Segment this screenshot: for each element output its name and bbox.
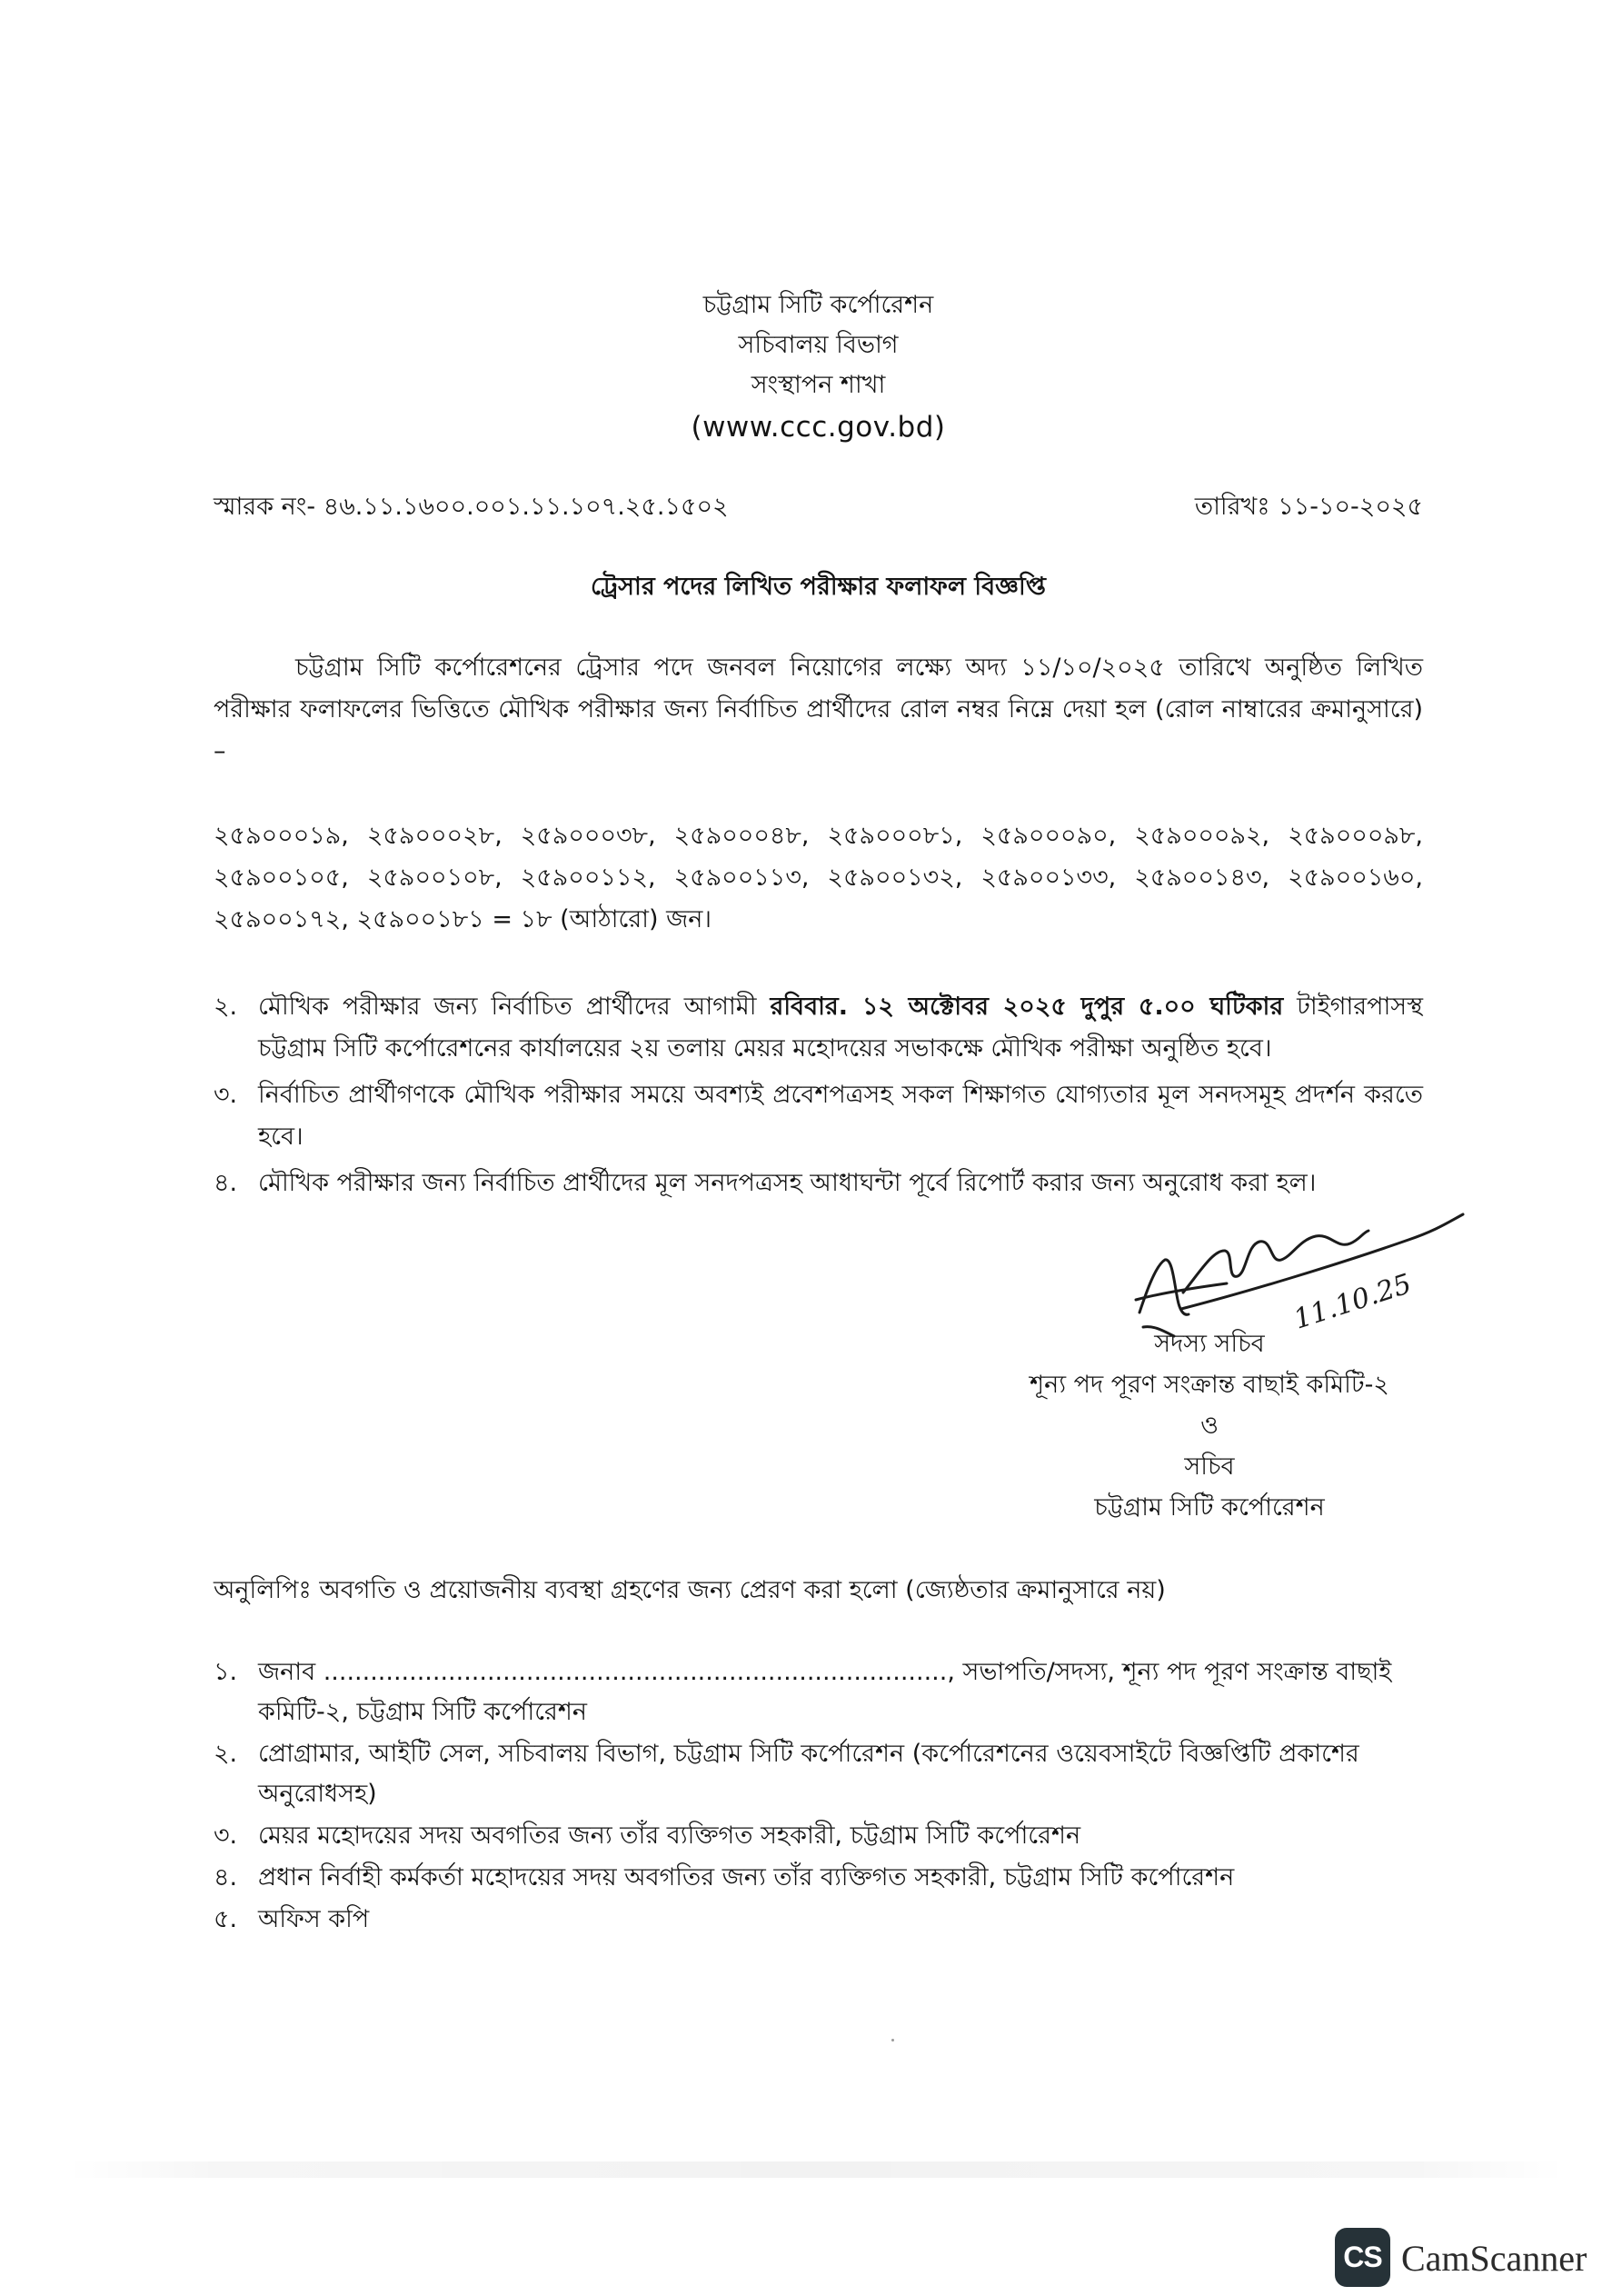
signatory-designation: সদস্য সচিব	[1154, 1330, 1265, 1358]
instruction-list	[214, 986, 1423, 1204]
instruction-text-pre: মৌখিক পরীক্ষার জন্য নির্বাচিত প্রার্থীদের আগামী	[258, 993, 771, 1021]
copy-item	[214, 1816, 1423, 1856]
roll-number-list: ২৫৯০০০১৯, ২৫৯০০০২৮, ২৫৯০০০৩৮, ২৫৯০০০৪৮, ২৫৯০০০৮১, ২৫৯০০০৯০, ২৫৯০০০৯২, ২৫৯০০০৯৮, ২৫৯০০১০৫, ২৫৯০০১০৮, ২৫৯০০১১২, ২৫৯০০১১৩, ২৫৯০০১৩২, ২৫৯০০১৩৩, ২৫৯০০১৪৩, ২৫৯০০১৬০, ২৫৯০০১৭২, ২৫৯০০১৮১ = ১৮ (আঠারো) জন।	[214, 822, 1423, 933]
instruction-item	[214, 986, 1423, 1070]
copy-item-text: জনাব ................................................................................, সভাপতি/সদস্য, শূন্য পদ পূরণ সংক্রান্ত বাছাই কমিটি-২, চট্টগ্রাম সিটি কর্পোরেশন	[258, 1658, 1392, 1726]
copy-item-number: ১.	[214, 1658, 238, 1686]
letterhead-branch: সংস্থাপন শাখা	[751, 371, 886, 399]
signature-stroke-flourish	[1143, 1327, 1174, 1336]
signature-area	[214, 1204, 1423, 1336]
camscanner-logo-icon: CS	[1335, 2228, 1390, 2287]
instruction-text: মৌখিক পরীক্ষার জন্য নির্বাচিত প্রার্থীদের মূল সনদপত্রসহ আধাঘন্টা পূর্বে রিপোর্ট করার জন্য অনুরোধ করা হল।	[258, 1169, 1317, 1197]
letterhead-website: (www.ccc.gov.bd)	[691, 411, 946, 444]
letterhead-organization: চট্টগ্রাম সিটি কর্পোরেশন	[702, 291, 934, 319]
interview-schedule: রবিবার. ১২ অক্টোবর ২০২৫ দুপুর ৫.০০ ঘটিকার	[770, 993, 1284, 1021]
copy-distribution-heading: অনুলিপিঃ অবগতি ও প্রয়োজনীয় ব্যবস্থা গ্রহণের জন্য প্রেরণ করা হলো (জ্যেষ্ঠতার ক্রমানুসারে নয়)	[214, 1576, 1166, 1604]
instruction-item	[214, 1163, 1423, 1204]
copy-item-text: প্রোগ্রামার, আইটি সেল, সচিবালয় বিভাগ, চট্টগ্রাম সিটি কর্পোরেশন (কর্পোরেশনের ওয়েবসাইটে বিজ্ঞপ্তিটি প্রকাশের অনুরোধসহ)	[258, 1740, 1359, 1808]
instruction-item	[214, 1074, 1423, 1158]
signature-handwritten-date: 11.10.25	[1289, 1268, 1416, 1336]
scan-speck	[891, 2039, 894, 2041]
copy-item	[214, 1734, 1423, 1814]
memo-date: তারিখঃ ১১-১০-২০২৫	[1194, 493, 1423, 521]
instruction-text-post: টাইগারপাসস্থ চট্টগ্রাম সিটি কর্পোরেশনের কার্যালয়ের ২য় তলায় মেয়র মহোদয়ের সভাকক্ষে মৌখিক পরীক্ষা অনুষ্ঠিত হবে।	[258, 993, 1423, 1063]
copy-item	[214, 1652, 1423, 1732]
handwritten-signature	[1136, 1209, 1472, 1345]
copy-item	[214, 1858, 1423, 1898]
copy-item-text: মেয়র মহোদয়ের সদয় অবগতির জন্য তাঁর ব্যক্তিগত সহকারী, চট্টগ্রাম সিটি কর্পোরেশন	[258, 1822, 1081, 1850]
memo-row	[214, 487, 1423, 527]
letterhead	[214, 285, 1423, 449]
notice-title: ট্রেসার পদের লিখিত পরীক্ষার ফলাফল বিজ্ঞপ্তি	[591, 573, 1046, 601]
signatory-second-designation: সচিব	[1184, 1452, 1235, 1481]
copy-item-number: ৩.	[214, 1822, 238, 1850]
copy-item-text: অফিস কপি	[258, 1905, 370, 1933]
scan-artifact	[66, 2161, 1566, 2178]
signatory-conjunction: ও	[1200, 1412, 1219, 1440]
instruction-number: ৩.	[214, 1081, 238, 1109]
signatory-block	[973, 1323, 1446, 1528]
document-body	[214, 0, 1423, 1940]
copy-item-number: ৪.	[214, 1863, 238, 1892]
copy-item-number: ৫.	[214, 1905, 238, 1933]
copy-item-number: ২.	[214, 1740, 238, 1768]
camscanner-brand-text: CamScanner	[1401, 2238, 1587, 2279]
letterhead-division: সচিবালয় বিভাগ	[738, 331, 899, 359]
signature-stroke-a	[1139, 1260, 1189, 1314]
instruction-text: নির্বাচিত প্রার্থীগণকে মৌখিক পরীক্ষার সময়ে অবশ্যই প্রবেশপত্রসহ সকল শিক্ষাগত যোগ্যতার মূল সনদসমূহ প্রদর্শন করতে হবে।	[258, 1081, 1423, 1151]
instruction-number: ৪.	[214, 1169, 238, 1197]
memo-reference: স্মারক নং- ৪৬.১১.১৬০০.০০১.১১.১০৭.২৫.১৫০২	[214, 493, 729, 521]
instruction-text	[258, 986, 1423, 1070]
signatory-organization: চট্টগ্রাম সিটি কর্পোরেশন	[1094, 1493, 1325, 1522]
intro-paragraph: চট্টগ্রাম সিটি কর্পোরেশনের ট্রেসার পদে জনবল নিয়োগের লক্ষ্যে অদ্য ১১/১০/২০২৫ তারিখে অনুষ্ঠিত লিখিত পরীক্ষার ফলাফলের ভিত্তিতে মৌখিক পরীক্ষার জন্য নির্বাচিত প্রার্থীদের রোল নম্বর নিম্নে দেয়া হল (রোল নাম্বারের ক্রমানুসারে) –	[214, 654, 1423, 765]
copy-item	[214, 1900, 1423, 1940]
instruction-number: ২.	[214, 993, 238, 1021]
signatory-committee: শূন্য পদ পূরণ সংক্রান্ত বাছাই কমিটি-২	[1030, 1371, 1389, 1399]
copy-distribution-list	[214, 1652, 1423, 1940]
copy-item-text: প্রধান নির্বাহী কর্মকর্তা মহোদয়ের সদয় অবগতির জন্য তাঁর ব্যক্তিগত সহকারী, চট্টগ্রাম সিটি কর্পোরেশন	[258, 1863, 1235, 1892]
